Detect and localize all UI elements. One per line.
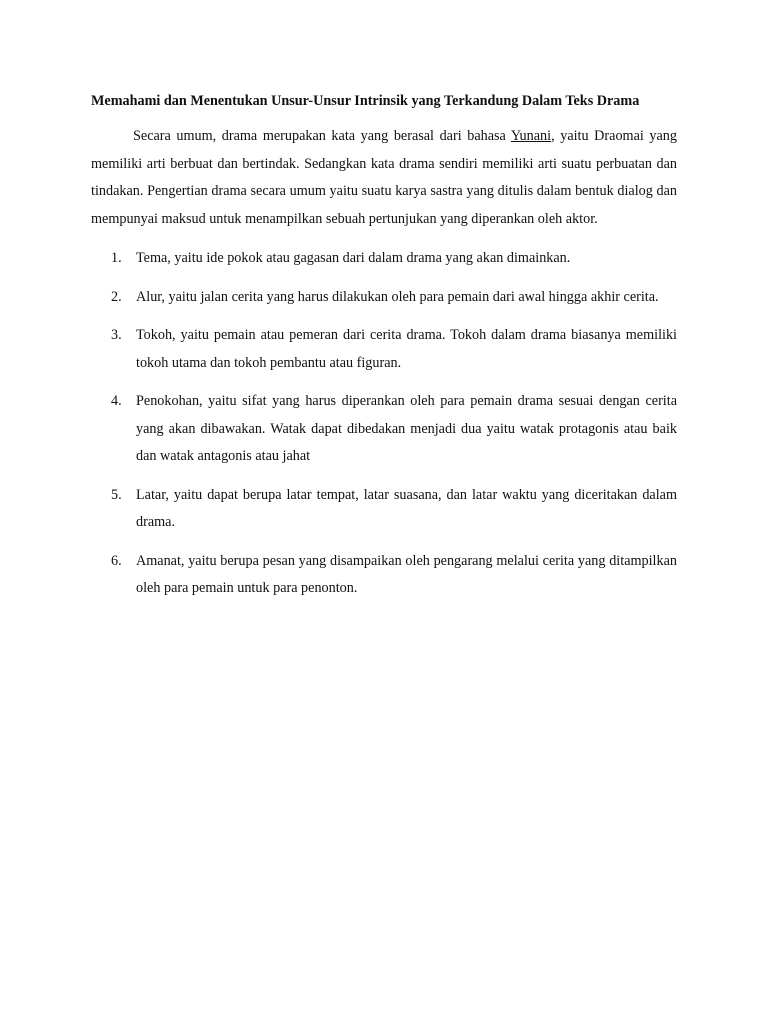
intro-text-start: Secara umum, drama merupakan kata yang berasal dari bahasa	[133, 128, 511, 144]
intro-text-end: , yaitu Draomai yang memiliki arti berbuat dan bertindak. Sedangkan kata drama sendiri memiliki arti suatu perbuatan dan tindakan. Pengertian drama secara umum yaitu suatu karya sastra yang ditulis dalam bentuk dialog dan mempunyai maksud untuk menampilkan sebuah pertunjukan yang diperankan oleh aktor.	[91, 128, 677, 227]
list-item	[91, 548, 677, 603]
list-item	[91, 245, 677, 273]
list-number: 5.	[111, 486, 122, 503]
list-text: Tokoh, yaitu pemain atau pemeran dari cerita drama. Tokoh dalam drama biasanya memiliki tokoh utama dan tokoh pembantu atau figuran.	[136, 327, 677, 371]
list-text: Penokohan, yaitu sifat yang harus diperankan oleh para pemain drama sesuai dengan cerita yang akan dibawakan. Watak dapat dibedakan menjadi dua yaitu watak protagonis atau baik dan watak antagonis atau jahat	[136, 393, 677, 464]
list-item	[91, 388, 677, 471]
list-number: 6.	[111, 552, 122, 569]
element-list	[91, 245, 677, 603]
intro-paragraph	[91, 123, 677, 233]
list-item	[91, 284, 677, 312]
list-number: 2.	[111, 288, 122, 305]
list-text: Tema, yaitu ide pokok atau gagasan dari dalam drama yang akan dimainkan.	[136, 250, 571, 266]
list-item	[91, 482, 677, 537]
list-text: Amanat, yaitu berupa pesan yang disampaikan oleh pengarang melalui cerita yang ditampilkan oleh para pemain untuk para penonton.	[136, 552, 677, 596]
list-number: 4.	[111, 393, 122, 409]
list-number: 3.	[111, 327, 122, 343]
list-text: Alur, yaitu jalan cerita yang harus dilakukan oleh para pemain dari awal hingga akhir cerita.	[136, 288, 659, 305]
underlined-word: Yunani	[510, 128, 552, 144]
document-title: Memahami dan Menentukan Unsur-Unsur Intrinsik yang Terkandung Dalam Teks Drama	[91, 93, 640, 109]
list-item	[91, 322, 677, 377]
list-number: 1.	[111, 250, 122, 266]
document-page	[91, 90, 677, 614]
list-text: Latar, yaitu dapat berupa latar tempat, latar suasana, dan latar waktu yang diceritakan dalam drama.	[136, 486, 677, 530]
